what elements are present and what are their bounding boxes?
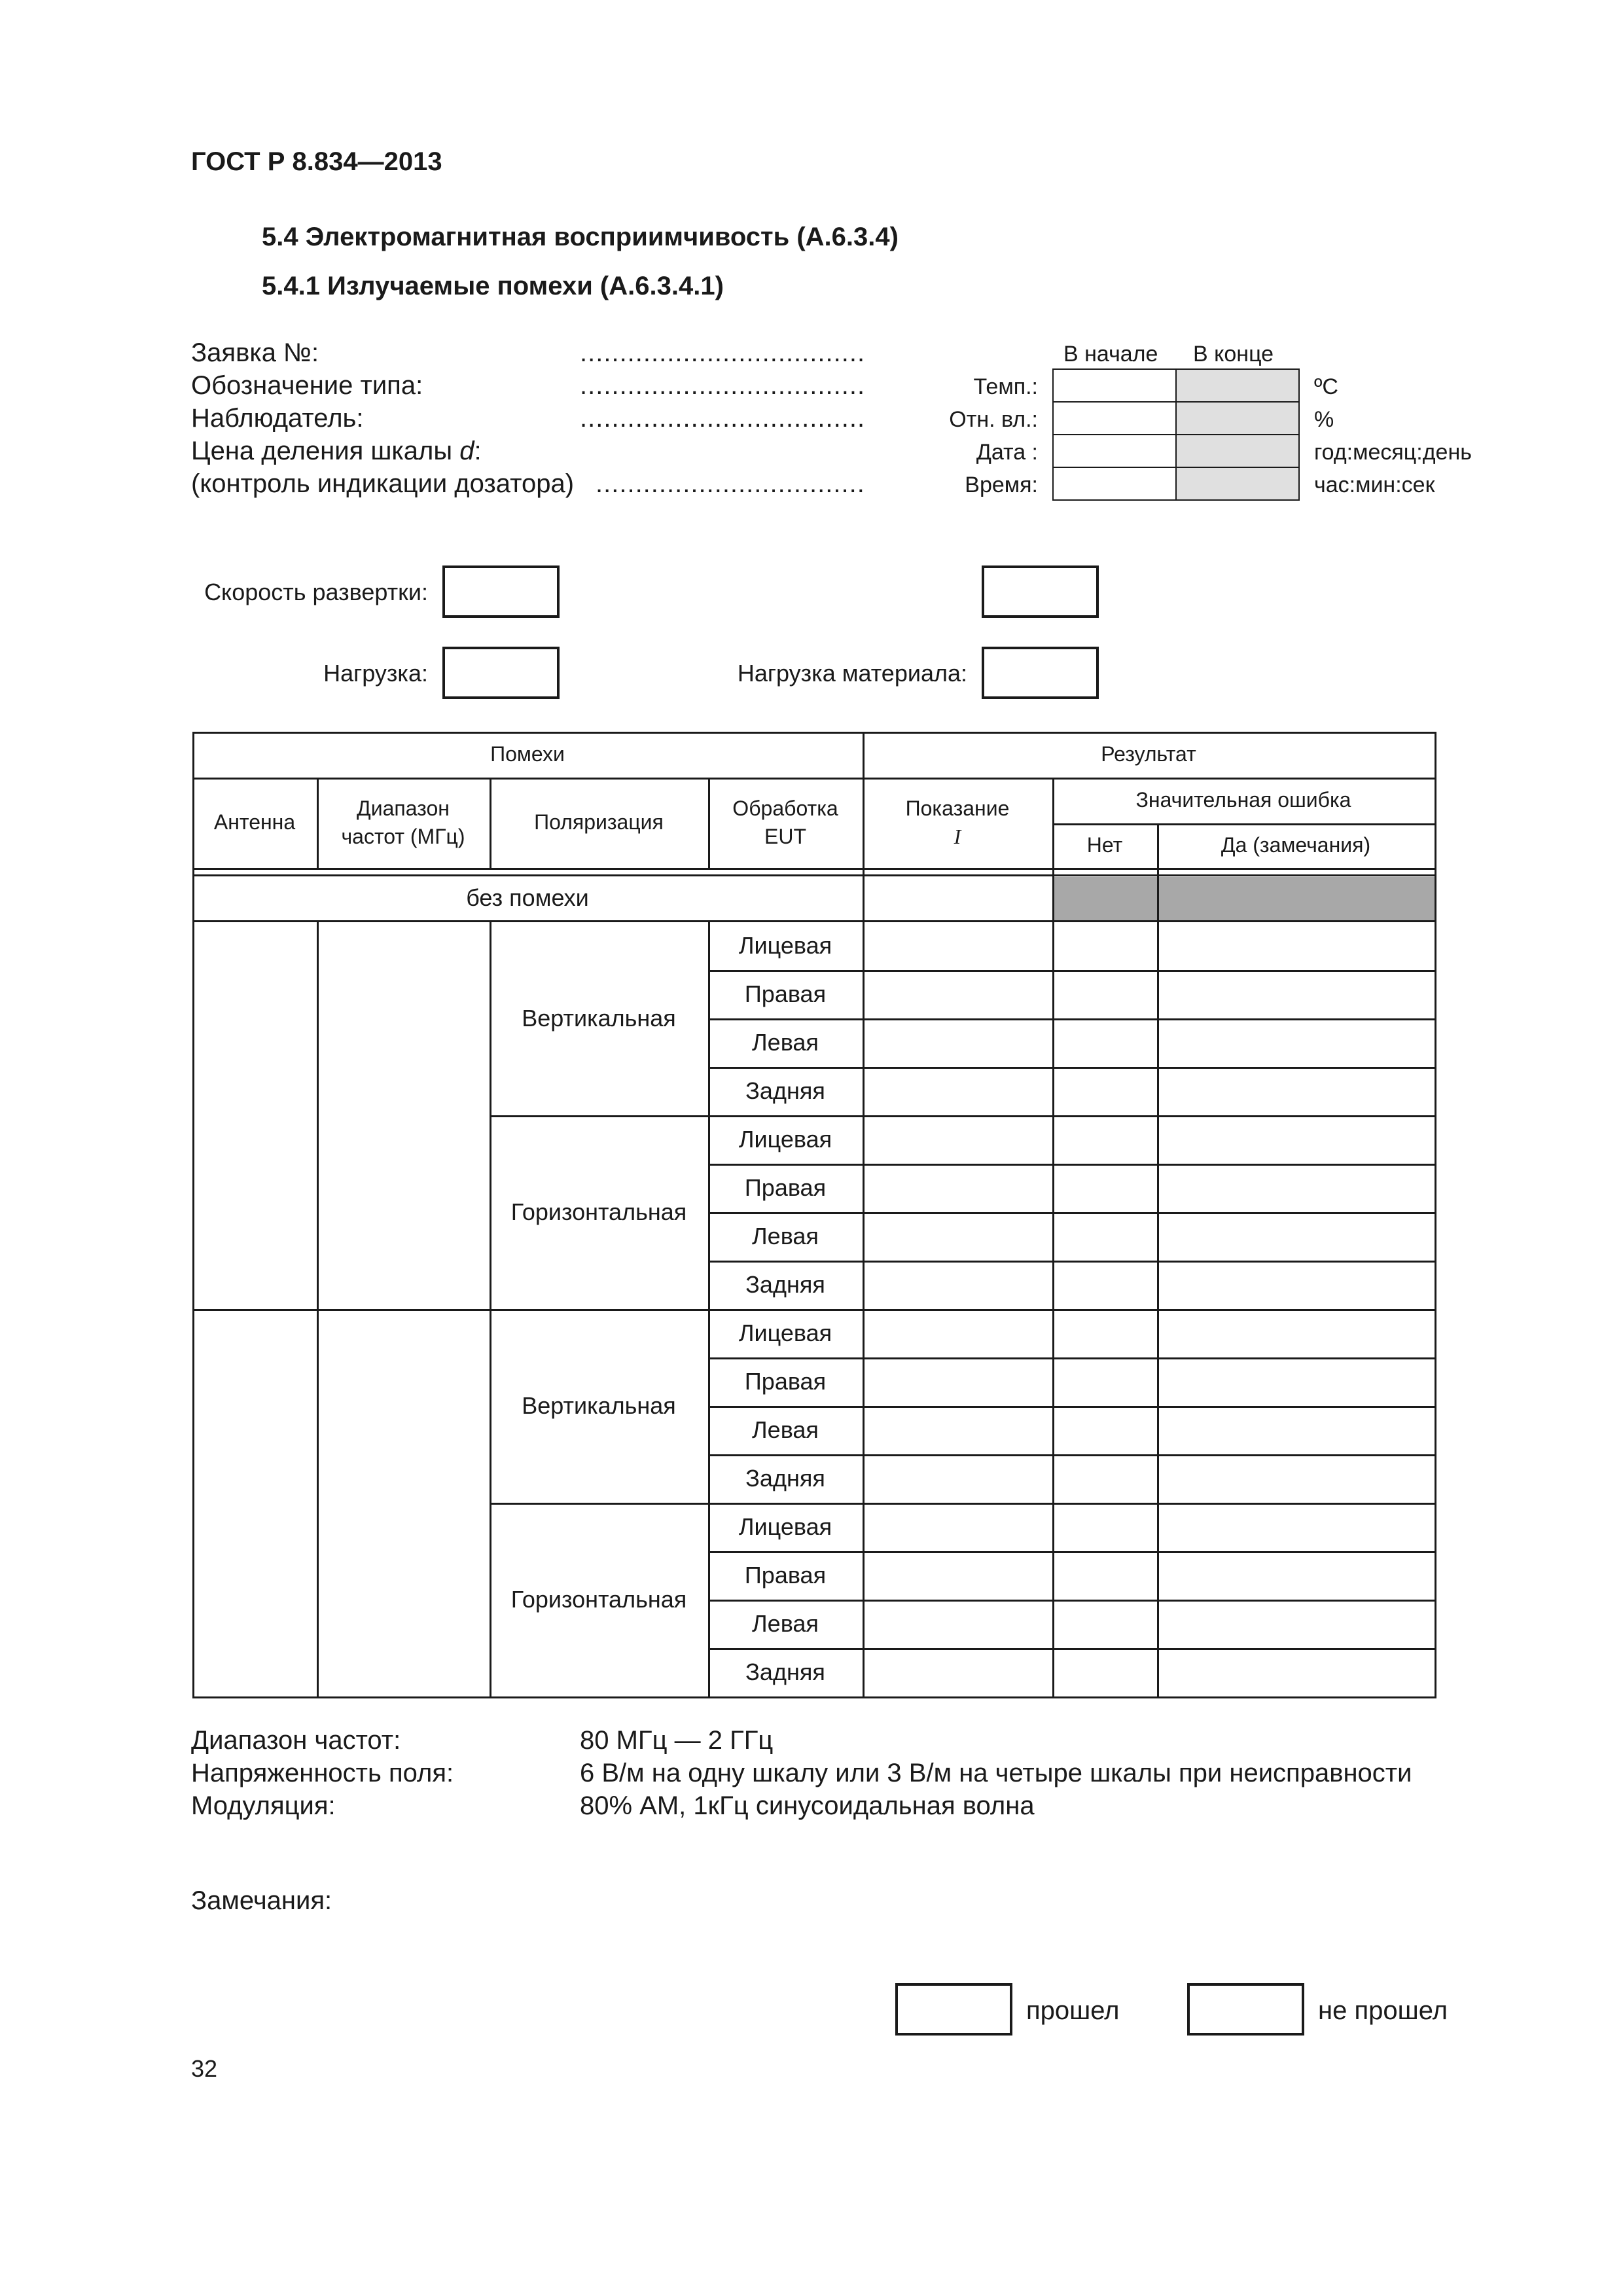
polarization-separator-0 <box>490 1115 1435 1117</box>
date-unit: год:месяц:день <box>1314 440 1472 465</box>
header-rule-1 <box>192 778 1435 780</box>
application-number-label: Заявка №: <box>191 338 319 367</box>
header-yes: Да (замечания) <box>1221 833 1371 857</box>
table-border-top <box>192 732 1436 734</box>
col-end-header: В конце <box>1193 342 1274 367</box>
col-line-no <box>1157 823 1159 1696</box>
humidity-unit: % <box>1314 407 1334 432</box>
row-rule <box>708 1357 1435 1359</box>
application-number-field[interactable]: .................................... <box>580 338 866 367</box>
col-line-reading <box>1052 778 1054 1696</box>
side-cell: Правая <box>744 1174 827 1201</box>
side-cell: Лицевая <box>738 1513 832 1540</box>
temp-start-cell[interactable] <box>1052 368 1177 403</box>
header-reading-label: Показание <box>905 796 1010 820</box>
material-load-box[interactable] <box>982 647 1099 699</box>
dispenser-control-label: (контроль индикации дозатора) <box>191 469 575 498</box>
header-result: Результат <box>1101 742 1196 766</box>
header-rule-2 <box>1052 823 1435 825</box>
humidity-start-cell[interactable] <box>1052 401 1177 435</box>
passed-label: прошел <box>1026 1996 1120 2025</box>
no-interference-label: без помехи <box>466 884 589 911</box>
row-rule <box>708 1212 1435 1214</box>
side-cell: Левая <box>752 1610 819 1637</box>
polarization-horizontal-1: Горизонтальная <box>510 1198 687 1225</box>
date-end-cell[interactable] <box>1175 434 1300 468</box>
sweep-speed-label: Скорость развертки: <box>204 579 428 605</box>
side-cell: Задняя <box>745 1465 825 1492</box>
no-interference-yes-cell <box>1158 877 1435 920</box>
material-load-label: Нагрузка материала: <box>737 660 967 687</box>
remarks-label: Замечания: <box>191 1886 332 1915</box>
polarization-vertical-2: Вертикальная <box>522 1392 676 1419</box>
humidity-label: Отн. вл.: <box>949 407 1038 432</box>
header-reading-symbol: I <box>954 825 961 848</box>
row-rule <box>708 1551 1435 1553</box>
side-cell: Правая <box>744 1562 827 1588</box>
col-line-hdr-2 <box>708 778 710 868</box>
passed-checkbox[interactable] <box>895 1983 1012 2036</box>
header-frequency-range <box>317 778 490 868</box>
col-line-body-0 <box>317 920 319 1696</box>
sweep-speed-box-2[interactable] <box>982 565 1099 618</box>
modulation-label: Модуляция: <box>191 1791 336 1820</box>
row-rule <box>708 1261 1435 1263</box>
col-line-hdr-1 <box>490 778 491 868</box>
table-border-left <box>192 732 194 1696</box>
side-cell: Задняя <box>745 1271 825 1298</box>
header-polarization: Поляризация <box>534 810 664 834</box>
no-interference-rule <box>192 920 1435 922</box>
header-eut <box>708 778 863 868</box>
date-label: Дата : <box>976 440 1038 465</box>
time-start-cell[interactable] <box>1052 467 1177 501</box>
scale-division-field[interactable]: .................................. <box>596 469 865 498</box>
type-designation-field[interactable]: .................................... <box>580 371 866 400</box>
standard-code: ГОСТ Р 8.834—2013 <box>191 147 442 176</box>
time-unit: час:мин:сек <box>1314 473 1435 497</box>
header-frequency-range-line2: частот (МГц) <box>341 825 465 848</box>
subsection-heading: 5.4.1 Излучаемые помехи (А.6.3.4.1) <box>262 272 724 300</box>
side-cell: Левая <box>752 1416 819 1443</box>
observer-label: Наблюдатель: <box>191 404 364 433</box>
side-cell: Лицевая <box>738 1319 832 1346</box>
side-cell: Задняя <box>745 1077 825 1104</box>
freq-range-value: 80 МГц — 2 ГГц <box>580 1726 774 1755</box>
observer-field[interactable]: .................................... <box>580 404 866 433</box>
side-cell: Левая <box>752 1223 819 1249</box>
side-cell: Левая <box>752 1029 819 1056</box>
row-rule <box>708 1067 1435 1069</box>
load-label: Нагрузка: <box>323 660 428 687</box>
polarization-horizontal-2: Горизонтальная <box>510 1586 687 1613</box>
row-rule <box>708 1648 1435 1650</box>
temp-label: Темп.: <box>973 374 1038 399</box>
page-number: 32 <box>191 2055 218 2082</box>
modulation-value: 80% АМ, 1кГц синусоидальная волна <box>580 1791 1035 1820</box>
temp-unit: ºC <box>1314 374 1338 399</box>
header-antenna: Антенна <box>213 810 296 834</box>
col-line-body-1 <box>490 920 491 1696</box>
header-rule-4 <box>192 874 1435 876</box>
col-start-header: В начале <box>1063 342 1158 367</box>
row-rule <box>708 970 1435 972</box>
row-rule <box>708 1018 1435 1020</box>
freq-range-label: Диапазон частот: <box>191 1726 401 1755</box>
header-eut-line1: Обработка <box>732 796 838 820</box>
field-strength-value: 6 В/м на одну шкалу или 3 В/м на четыре шкалы при неисправности <box>580 1759 1412 1787</box>
polarization-separator-1 <box>490 1503 1435 1505</box>
time-end-cell[interactable] <box>1175 467 1300 501</box>
section-heading: 5.4 Электромагнитная восприимчивость (А.6.3.4) <box>262 223 899 251</box>
header-eut-line2: EUT <box>764 825 806 848</box>
side-cell: Задняя <box>745 1659 825 1685</box>
scale-division-label: Цена деления шкалы d: <box>191 437 482 465</box>
header-reading <box>863 778 1052 868</box>
polarization-vertical-1: Вертикальная <box>522 1005 676 1031</box>
type-designation-label: Обозначение типа: <box>191 371 423 400</box>
row-rule <box>708 1454 1435 1456</box>
header-interference: Помехи <box>490 742 565 766</box>
sweep-speed-box-1[interactable] <box>442 565 560 618</box>
row-rule <box>708 1406 1435 1408</box>
col-line-hdr-0 <box>317 778 319 868</box>
load-box[interactable] <box>442 647 560 699</box>
col-line-body-2 <box>708 920 710 1696</box>
header-rule-3 <box>192 868 1435 870</box>
row-rule <box>708 1164 1435 1166</box>
side-cell: Лицевая <box>738 932 832 959</box>
failed-label: не прошел <box>1318 1996 1448 2025</box>
no-interference-no-cell <box>1054 877 1157 920</box>
date-start-cell[interactable] <box>1052 434 1177 468</box>
field-strength-label: Напряженность поля: <box>191 1759 454 1787</box>
temp-end-cell[interactable] <box>1175 368 1300 403</box>
side-cell: Правая <box>744 980 827 1007</box>
row-rule <box>708 1600 1435 1602</box>
table-border-bottom <box>192 1696 1436 1698</box>
time-label: Время: <box>965 473 1038 497</box>
failed-checkbox[interactable] <box>1187 1983 1304 2036</box>
table-border-right <box>1435 732 1436 1696</box>
header-no: Нет <box>1086 833 1123 857</box>
header-frequency-range-line1: Диапазон <box>357 796 450 820</box>
header-significant-error: Значительная ошибка <box>1135 788 1351 812</box>
block-separator <box>192 1309 1435 1311</box>
side-cell: Правая <box>744 1368 827 1395</box>
humidity-end-cell[interactable] <box>1175 401 1300 435</box>
side-cell: Лицевая <box>738 1126 832 1153</box>
